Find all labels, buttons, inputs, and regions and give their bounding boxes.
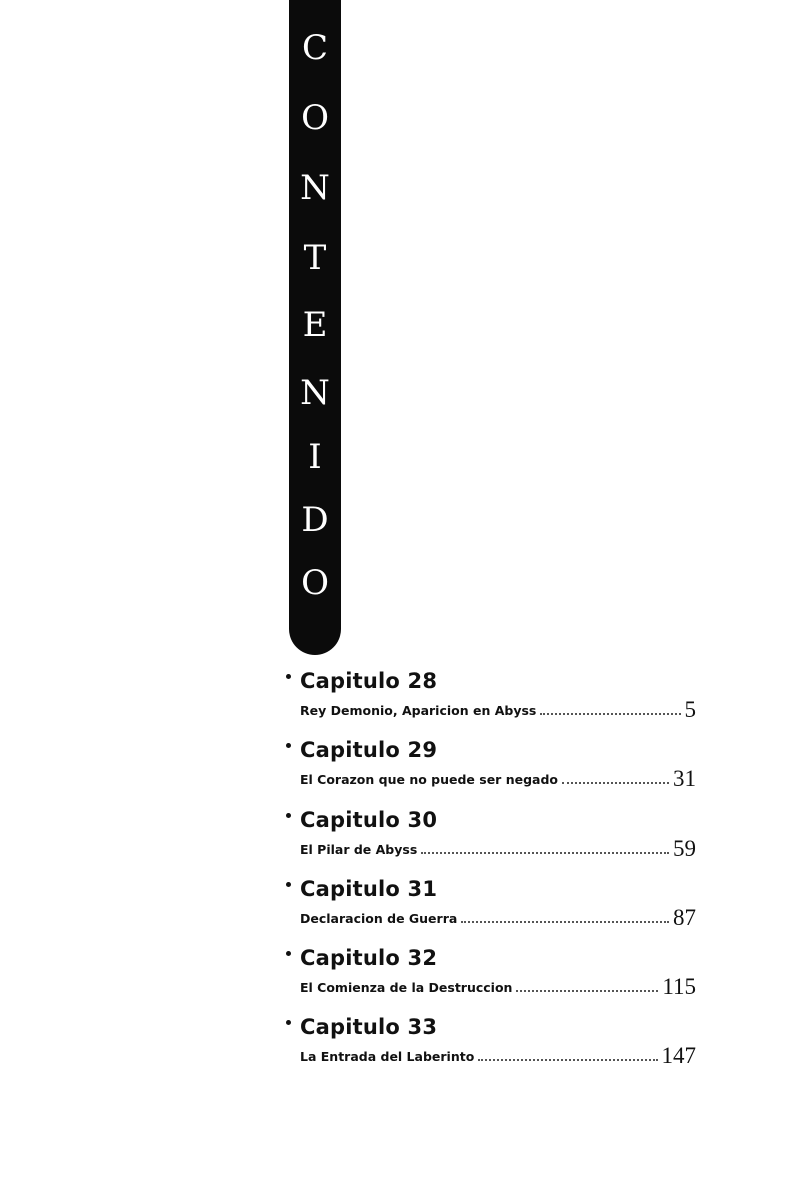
page-number: 115 [662,974,696,999]
toc-subline [300,973,696,999]
toc-subline [300,765,696,791]
page-number: 31 [673,766,696,791]
bullet-icon [286,813,291,818]
dot-leader [516,990,658,992]
toc-subline [300,1042,696,1068]
page-number: 87 [673,905,696,930]
chapter-subtitle: El Corazon que no puede ser negado [300,772,558,787]
dot-leader [478,1059,657,1061]
toc-entry[interactable] [286,668,700,728]
title-letter: O [301,563,329,603]
toc-subline [300,835,696,861]
dot-leader [562,782,669,784]
chapter-subtitle: El Pilar de Abyss [300,842,418,857]
toc-entry[interactable] [286,737,700,797]
toc-subline [300,904,696,930]
dot-leader [540,713,680,715]
title-letter: N [300,168,330,208]
title-letter: D [301,500,329,540]
chapter-title: Capitulo 32 [300,946,438,970]
bullet-icon [286,1020,291,1025]
title-letter: O [301,98,329,138]
bullet-icon [286,743,291,748]
title-letter: T [303,238,327,278]
bullet-icon [286,674,291,679]
chapter-subtitle: Declaracion de Guerra [300,911,458,926]
dot-leader [421,852,669,854]
bullet-icon [286,951,291,956]
chapter-subtitle: El Comienza de la Destruccion [300,980,513,995]
title-letter: N [300,373,330,413]
toc-subline [300,696,696,722]
page-number: 147 [661,1043,696,1068]
toc-entry[interactable] [286,945,700,1005]
title-letter: E [302,305,328,345]
chapter-title: Capitulo 33 [300,1015,438,1039]
toc-entry[interactable] [286,876,700,936]
chapter-title: Capitulo 30 [300,808,438,832]
toc-entry[interactable] [286,1014,700,1074]
bullet-icon [286,882,291,887]
toc-entry[interactable] [286,807,700,867]
chapter-title: Capitulo 29 [300,738,438,762]
title-letter: I [308,437,322,477]
chapter-title: Capitulo 28 [300,669,438,693]
title-letter: C [301,28,328,68]
contents-title-bar [289,0,341,655]
page-number: 59 [673,836,696,861]
chapter-title: Capitulo 31 [300,877,438,901]
chapter-subtitle: Rey Demonio, Aparicion en Abyss [300,703,537,718]
chapter-subtitle: La Entrada del Laberinto [300,1049,475,1064]
page-number: 5 [684,697,696,722]
dot-leader [461,921,669,923]
